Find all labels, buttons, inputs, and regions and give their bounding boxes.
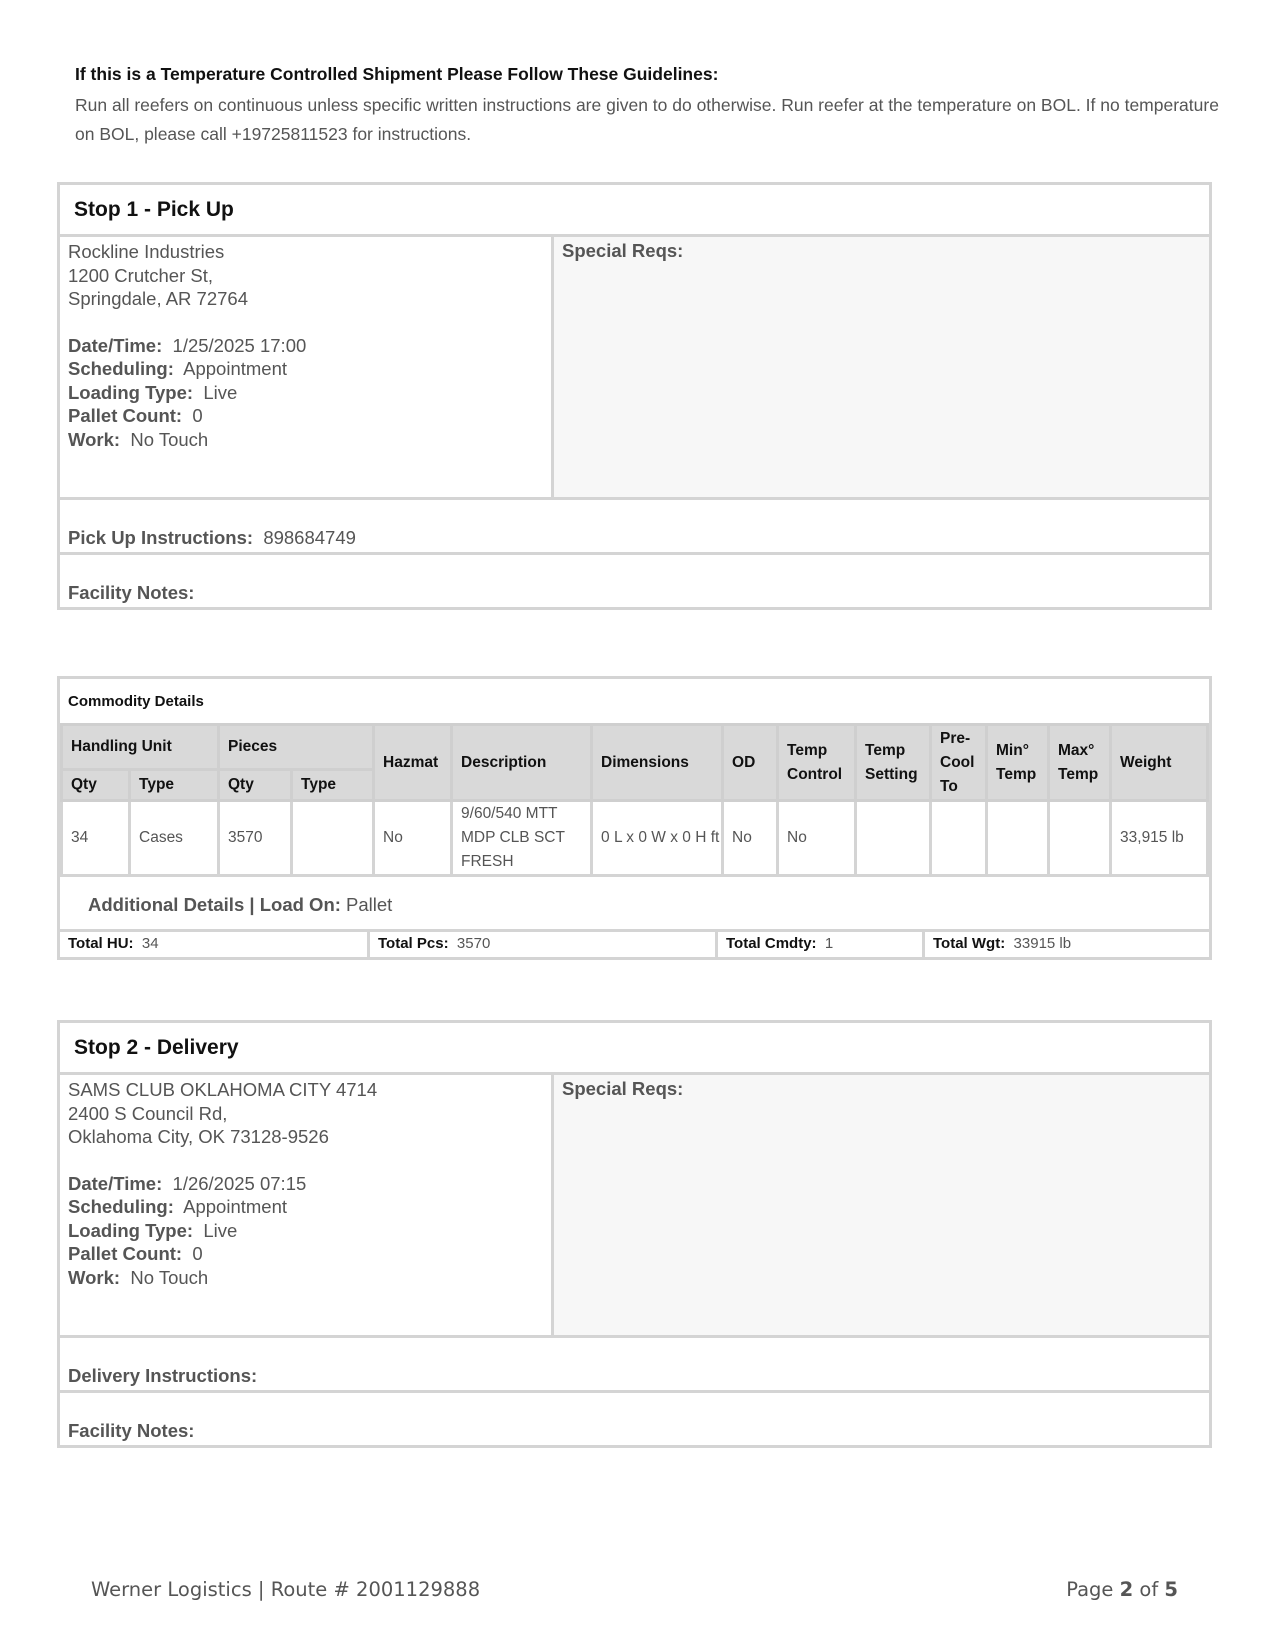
special-reqs-label: Special Reqs: xyxy=(562,240,684,261)
loading-type-label: Loading Type: xyxy=(68,1219,194,1241)
header-pcs-qty: Qty xyxy=(219,770,292,801)
delivery-instructions-label: Delivery Instructions: xyxy=(68,1365,258,1386)
pallet-count-label: Pallet Count: xyxy=(68,405,183,426)
commodity-totals xyxy=(60,932,1209,957)
table-row xyxy=(62,801,1208,876)
total-hu-label: Total HU: xyxy=(68,935,134,952)
total-pcs xyxy=(370,932,718,957)
work-row xyxy=(68,1266,551,1290)
total-wgt xyxy=(925,932,1209,957)
header-pre-cool-to: Pre-Cool To xyxy=(931,725,987,801)
total-hu xyxy=(60,932,370,957)
total-cmdty-label: Total Cmdty: xyxy=(726,935,817,952)
cell-pcs-qty: 3570 xyxy=(219,801,292,876)
scheduling-row xyxy=(68,1195,551,1219)
header-pcs-type: Type xyxy=(292,770,374,801)
pallet-count-value: 0 xyxy=(192,1243,203,1264)
loading-type-value: Live xyxy=(203,381,238,403)
cell-od: No xyxy=(723,801,778,876)
load-on-value: Pallet xyxy=(346,894,393,915)
date-time-label: Date/Time: xyxy=(68,1172,163,1194)
header-hu-qty: Qty xyxy=(62,770,130,801)
total-hu-value: 34 xyxy=(141,935,159,952)
date-time-value: 1/25/2025 17:00 xyxy=(172,334,307,356)
cell-description: 9/60/540 MTT MDP CLB SCT FRESH xyxy=(452,801,592,876)
scheduling-row xyxy=(68,357,551,381)
date-time-row xyxy=(68,1172,551,1196)
page-word: Page xyxy=(1066,1578,1114,1601)
header-description: Description xyxy=(452,725,592,801)
footer-page-number xyxy=(1066,1578,1178,1601)
total-pcs-label: Total Pcs: xyxy=(378,935,449,952)
header-handling-unit: Handling Unit xyxy=(62,725,219,770)
cell-pcs-type xyxy=(292,801,374,876)
header-hazmat: Hazmat xyxy=(374,725,452,801)
page-current: 2 xyxy=(1119,1578,1134,1601)
total-cmdty-value: 1 xyxy=(824,935,834,952)
facility-name: SAMS CLUB OKLAHOMA CITY 4714 xyxy=(68,1079,378,1100)
delivery-instructions-row xyxy=(60,1338,1209,1393)
scheduling-label: Scheduling: xyxy=(68,358,174,379)
header-dimensions: Dimensions xyxy=(592,725,723,801)
additional-details-separator: | xyxy=(249,894,255,915)
loading-type-row xyxy=(68,1219,551,1243)
facility-notes-row xyxy=(60,555,1209,607)
street-address: 2400 S Council Rd, xyxy=(68,1102,228,1124)
date-time-row xyxy=(68,334,551,358)
special-reqs xyxy=(554,1075,1209,1335)
loading-type-value: Live xyxy=(203,1219,238,1241)
stop-1-pickup xyxy=(57,182,1212,610)
commodity-title: Commodity Details xyxy=(68,693,204,710)
special-reqs-label: Special Reqs: xyxy=(562,1078,684,1099)
city-state-zip: Springdale, AR 72764 xyxy=(68,288,248,309)
footer-route: Werner Logistics | Route # 2001129888 xyxy=(91,1578,481,1601)
cell-temp-setting xyxy=(856,801,931,876)
of-word: of xyxy=(1139,1578,1159,1601)
cell-dimensions: 0 L x 0 W x 0 H ft xyxy=(592,801,723,876)
header-temp-control: Temp Control xyxy=(778,725,856,801)
header-max-temp: Max° Temp xyxy=(1049,725,1111,801)
facility-notes-row xyxy=(60,1393,1209,1445)
cell-temp-control: No xyxy=(778,801,856,876)
page-total: 5 xyxy=(1164,1578,1178,1601)
scheduling-label: Scheduling: xyxy=(68,1196,174,1217)
cell-min-temp xyxy=(987,801,1049,876)
header-od: OD xyxy=(723,725,778,801)
stop-address-block xyxy=(60,1075,554,1335)
cell-max-temp xyxy=(1049,801,1111,876)
additional-details-label: Additional Details xyxy=(88,894,245,915)
guidelines-text: Run all reefers on continuous unless specific written instructions are given to do otherwise. Run reefer at the temperature on BOL. If no temperature on BOL, please call +19725811523 for instructions. xyxy=(75,95,1219,144)
work-label: Work: xyxy=(68,1266,121,1288)
header-temp-setting: Temp Setting xyxy=(856,725,931,801)
commodity-table xyxy=(60,723,1209,877)
stop-title: Stop 2 - Delivery xyxy=(60,1023,1209,1075)
facility-notes-label: Facility Notes: xyxy=(68,582,195,603)
header-min-temp: Min° Temp xyxy=(987,725,1049,801)
total-wgt-label: Total Wgt: xyxy=(933,935,1006,952)
scheduling-value: Appointment xyxy=(183,358,288,379)
street-address: 1200 Crutcher St, xyxy=(68,264,213,286)
stop-address-block xyxy=(60,237,554,497)
cell-hu-type: Cases xyxy=(130,801,219,876)
facility-name: Rockline Industries xyxy=(68,241,225,262)
pallet-count-row xyxy=(68,1242,551,1266)
total-pcs-value: 3570 xyxy=(456,935,491,952)
facility-notes-label: Facility Notes: xyxy=(68,1420,195,1441)
work-value: No Touch xyxy=(130,1266,209,1288)
cell-weight: 33,915 lb xyxy=(1111,801,1208,876)
total-wgt-value: 33915 lb xyxy=(1013,935,1072,952)
header-pieces: Pieces xyxy=(219,725,374,770)
cell-pre-cool-to xyxy=(931,801,987,876)
temperature-guidelines xyxy=(75,64,1225,149)
header-hu-type: Type xyxy=(130,770,219,801)
work-row xyxy=(68,428,551,452)
pallet-count-value: 0 xyxy=(192,405,203,426)
loading-type-row xyxy=(68,381,551,405)
work-value: No Touch xyxy=(130,428,209,450)
total-cmdty xyxy=(718,932,925,957)
pallet-count-label: Pallet Count: xyxy=(68,1243,183,1264)
stop-2-delivery xyxy=(57,1020,1212,1448)
header-weight: Weight xyxy=(1111,725,1208,801)
commodity-details xyxy=(57,676,1212,960)
city-state-zip: Oklahoma City, OK 73128-9526 xyxy=(68,1126,329,1147)
special-reqs xyxy=(554,237,1209,497)
scheduling-value: Appointment xyxy=(183,1196,288,1217)
pallet-count-row xyxy=(68,404,551,428)
pickup-instructions-label: Pick Up Instructions: xyxy=(68,527,254,548)
date-time-value: 1/26/2025 07:15 xyxy=(172,1172,307,1194)
pickup-instructions-row xyxy=(60,500,1209,555)
pickup-instructions-value: 898684749 xyxy=(263,527,356,548)
cell-hazmat: No xyxy=(374,801,452,876)
guidelines-title: If this is a Temperature Controlled Shipment Please Follow These Guidelines: xyxy=(75,64,719,84)
date-time-label: Date/Time: xyxy=(68,334,163,356)
additional-details xyxy=(60,877,1209,932)
work-label: Work: xyxy=(68,428,121,450)
stop-title: Stop 1 - Pick Up xyxy=(60,185,1209,237)
load-on-label: Load On: xyxy=(259,894,341,915)
loading-type-label: Loading Type: xyxy=(68,381,194,403)
cell-hu-qty: 34 xyxy=(62,801,130,876)
